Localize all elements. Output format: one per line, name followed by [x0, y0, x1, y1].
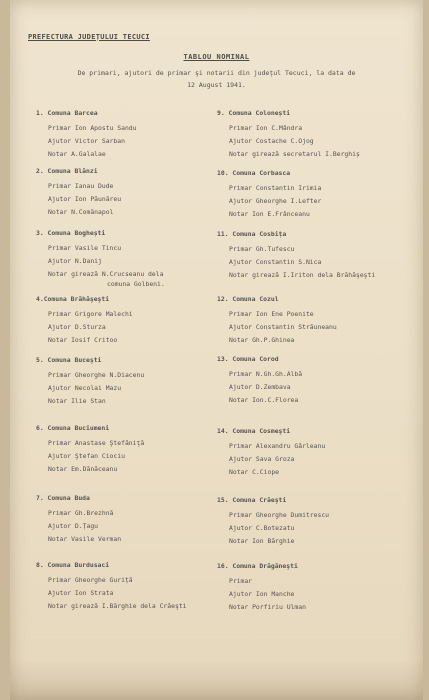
deputy-line: Ajutor Victor Sarban [48, 137, 125, 145]
notary-line: Notar girează secretarul I.Berghiș [229, 150, 360, 158]
commune-name: 6. Comuna Buciumeni [36, 424, 110, 432]
mayor-line: Primar Gh.Brezhnă [48, 509, 114, 517]
commune-name: 15. Comuna Crăeşti [217, 496, 287, 504]
deputy-line: Ajutor Necolai Mazu [48, 384, 122, 392]
deputy-line: Ajutor C.Botezatu [229, 524, 295, 532]
commune-name: 10. Comuna Corbasca [217, 169, 291, 177]
deputy-line: Ajutor D.Țagu [48, 522, 99, 530]
commune-name: 3. Comuna Boghești [36, 229, 106, 237]
deputy-line: Ajutor Ion Păunăreu [48, 195, 122, 203]
notary-line: Notar Em.Dănăceanu [48, 465, 118, 473]
deputy-line: Ajutor Ştefan Ciociu [48, 452, 125, 460]
notary-line: Notar Gh.P.Ghinea [229, 336, 295, 344]
commune-name: 7. Comuna Buda [36, 494, 90, 502]
commune-name: 12. Comuna Cozul [217, 295, 279, 303]
mayor-line: Primar Ianau Dude [48, 182, 114, 190]
notary-line: Notar Ion Bărghie [229, 537, 295, 545]
mayor-line: Primar Constantin Irimia [229, 184, 322, 192]
deputy-line: Ajutor N.Danij [48, 257, 102, 265]
deputy-line: Ajutor Costache C.Ojog [229, 137, 314, 145]
mayor-line: Primar Ion Apostu Sandu [48, 124, 137, 132]
mayor-line: Primar Ion Ene Poenite [229, 310, 314, 318]
document-page [10, 0, 423, 700]
deputy-line: Ajutor Constantin Străuneanu [229, 323, 337, 331]
commune-name: 9. Comuna Colonești [217, 109, 291, 117]
commune-name: 1. Comuna Barcea [36, 109, 98, 117]
deputy-line: Ajutor Sava Groza [229, 455, 295, 463]
commune-name: 14. Comuna Cosmeşti [217, 427, 291, 435]
notary-line: Notar N.Comănapol [48, 208, 114, 216]
deputy-line: Ajutor Gheorghe I.Lefter [229, 197, 322, 205]
notary-line: Notar Vasile Verman [48, 535, 122, 543]
deputy-line: Ajutor D.Zembava [229, 383, 291, 391]
mayor-line: Primar Gheorghe N.Diacenu [48, 371, 145, 379]
commune-name: 5. Comuna Buceşti [36, 356, 102, 364]
mayor-line: Primar N.Gh.Gh.Albă [229, 370, 303, 378]
mayor-line: Primar Vasile Tincu [48, 244, 122, 252]
notary-line-continued: comuna Golbeni. [107, 280, 165, 288]
mayor-line: Primar Ion C.Mândra [229, 124, 303, 132]
deputy-line: Ajutor Ion Manche [229, 590, 295, 598]
mayor-line: Primar Gheorghe Dumitrescu [229, 511, 330, 519]
notary-line: Notar girează I.Bărghie dela Crăeşti [48, 602, 187, 610]
deputy-line: Ajutor Ion Strata [48, 589, 114, 597]
notary-line: Notar girează I.Iriton dela Brăhăşeşti [229, 271, 376, 279]
document-subtitle-line1: De primari, ajutori de primar şi notarii din județul Tecuci, la data de [77, 69, 356, 77]
document-subtitle-line2: 12 August 1941. [187, 81, 246, 89]
commune-name: 13. Comuna Corod [217, 355, 279, 363]
commune-name: 4.Comuna Brăhăşeşti [36, 295, 110, 303]
deputy-line: Ajutor D.Sturza [48, 323, 106, 331]
mayor-line: Primar Gh.Tufescu [229, 245, 295, 253]
commune-name: 8. Comuna Burdusaci [36, 561, 110, 569]
notary-line: Notar Ion E.Frânceanu [229, 210, 310, 218]
commune-name: 2. Comuna Blănzi [36, 167, 98, 175]
mayor-line: Primar Alexandru Gârleanu [229, 442, 326, 450]
notary-line: Notar Ilie Stan [48, 397, 106, 405]
deputy-line: Ajutor Constantin S.Nica [229, 258, 322, 266]
commune-name: 11. Comuna Cosbița [217, 230, 287, 238]
mayor-line: Primar Anastase Ştefăniţă [48, 439, 145, 447]
prefecture-header: PREFECTURA JUDEȚULUI TECUCI [28, 33, 150, 41]
notary-line: Notar A.Galalae [48, 150, 106, 158]
mayor-line: Primar [229, 577, 253, 585]
notary-line: Notar C.Ciope [229, 468, 280, 476]
notary-line: Notar Ion.C.Florea [229, 396, 299, 404]
notary-line: Notar Porfiriu Ulman [229, 603, 306, 611]
commune-name: 16. Comuna Drăgăneşti [217, 562, 298, 570]
notary-line: Notar girează N.Crucseanu dela [48, 270, 164, 278]
mayor-line: Primar Grigore Malechi [48, 310, 133, 318]
document-title: TABLOU NOMINAL [183, 53, 250, 61]
mayor-line: Primar Gheorghe Guriță [48, 576, 133, 584]
notary-line: Notar Iosif Critoo [48, 336, 118, 344]
